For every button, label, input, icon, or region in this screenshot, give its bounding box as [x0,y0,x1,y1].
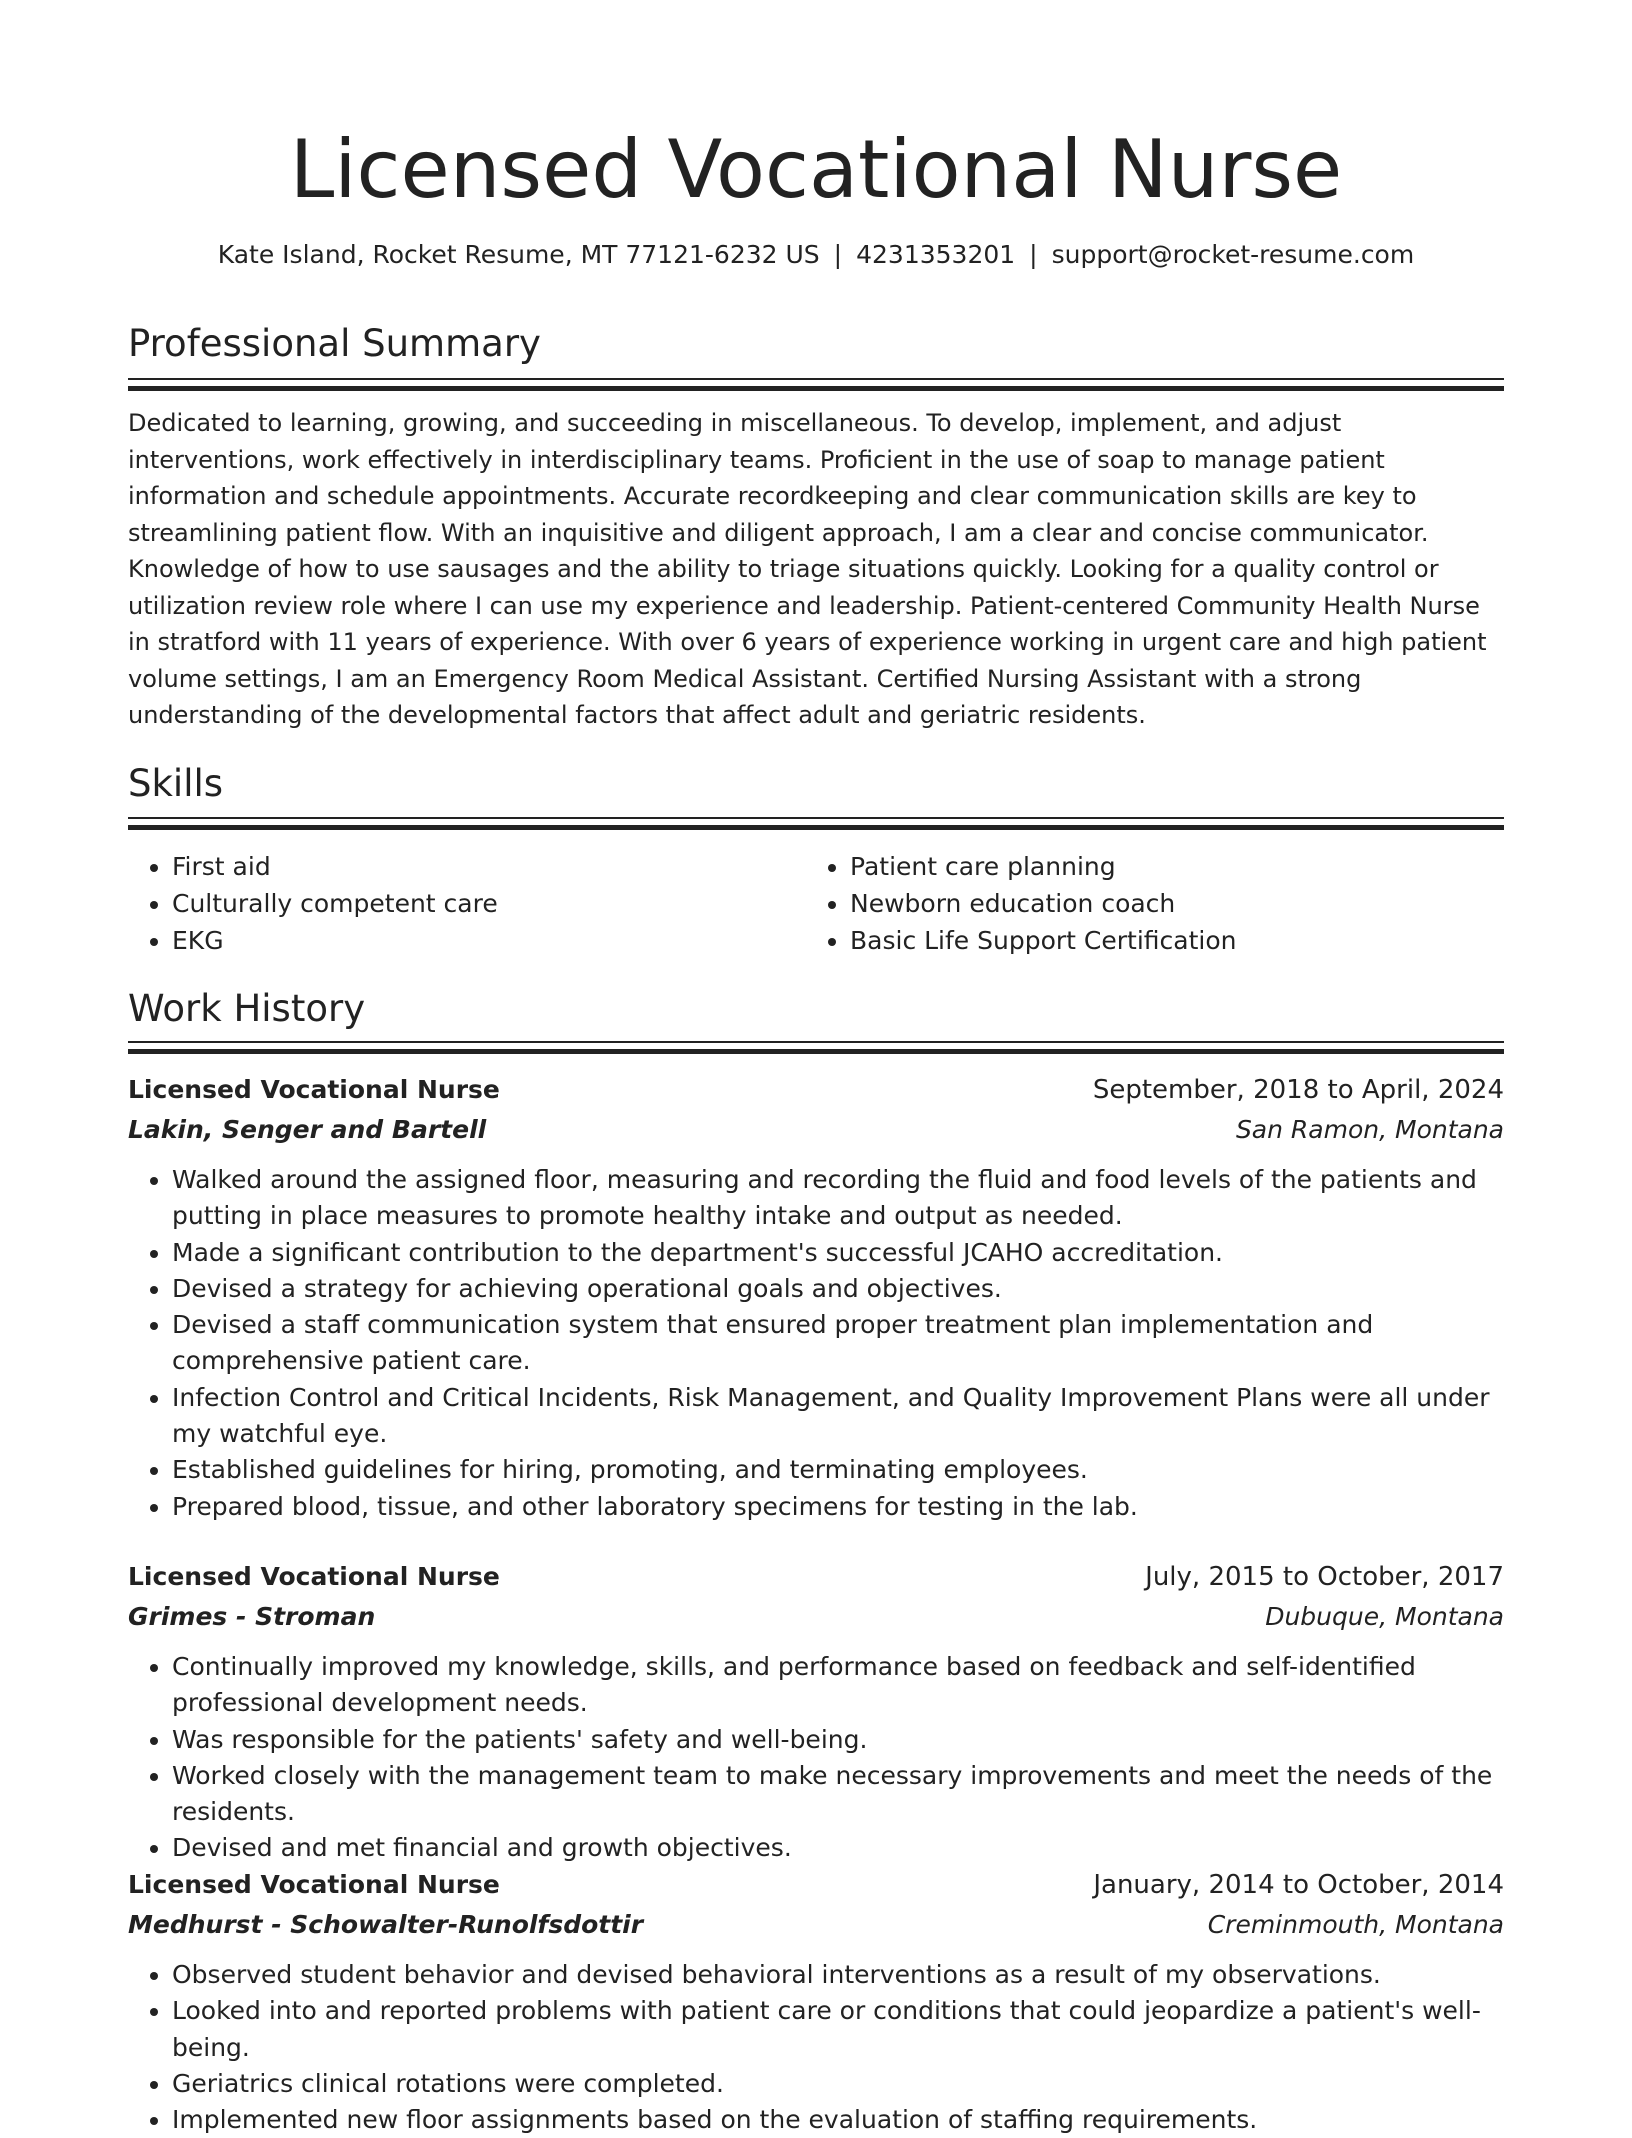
contact-email: support@rocket-resume.com [1051,240,1415,269]
job-entry [128,1070,1504,1525]
job-duty: • Infection Control and Critical Incidents, Risk Management, and Quality Improvement Plans were all under my watchful eye. [172,1380,1504,1453]
summary-divider [128,378,1504,388]
skill-item: • Culturally competent care [172,885,806,922]
job-dates: January, 2014 to October, 2014 [1093,1870,1504,1900]
job-dates: July, 2015 to October, 2017 [1145,1562,1504,1592]
job-entry [128,1557,1504,1867]
skills-heading: Skills [128,762,224,805]
job-duties-list [128,1162,1504,1525]
job-duties-list [128,1649,1504,1867]
job-duty: • Geriatrics clinical rotations were completed. [172,2066,1504,2102]
work-history-heading: Work History [128,987,366,1030]
job-duty: • Implemented new floor assignments based on the evaluation of staffing requirements. [172,2102,1504,2138]
contact-line [128,238,1504,272]
contact-separator: | [833,240,843,269]
contact-phone: 4231353201 [856,240,1016,269]
job-header-row [128,1070,1504,1110]
contact-separator: | [1029,240,1038,269]
job-title: Licensed Vocational Nurse [128,1562,500,1591]
job-duty: • Looked into and reported problems with patient care or conditions that could jeopardize a patient's well-being. [172,1993,1504,2066]
job-dates: September, 2018 to April, 2024 [1092,1075,1504,1105]
job-company: Grimes - Stroman [128,1602,376,1631]
job-employer-row [128,1905,1504,1945]
skills-divider [128,817,1504,827]
work-history-divider [128,1041,1504,1051]
contact-address: Kate Island, Rocket Resume, MT 77121-6232 US [217,240,820,269]
skills-list [128,848,1504,959]
job-duty: • Devised and met financial and growth objectives. [172,1830,1504,1866]
job-employer-row [128,1597,1504,1637]
job-duty: • Devised a strategy for achieving operational goals and objectives. [172,1271,1504,1307]
summary-heading: Professional Summary [128,322,541,365]
skills-column-right [806,848,1484,959]
summary-text: Dedicated to learning, growing, and succeeding in miscellaneous. To develop, implement, and adjust interventions, work effectively in interdisciplinary teams. Proficient in the use of soap to manage patient information and schedule appointments. Accurate recordkeeping and clear communication skills are key to streamlining patient flow. With an inquisitive and diligent approach, I am a clear and concise communicator. Knowledge of how to use sausages and the ability to triage situations quickly. Looking for a quality control or utilization review role where I can use my experience and leadership. Patient-centered Community Health Nurse in stratford with 11 years of experience. With over 6 years of experience working in urgent care and high patient volume settings, I am an Emergency Room Medical Assistant. Certified Nursing Assistant with a strong understanding of the developmental factors that affect adult and geriatric residents. [128,409,1487,729]
job-title: Licensed Vocational Nurse [128,1870,500,1899]
job-duty: • Devised a staff communication system that ensured proper treatment plan implementation and comprehensive patient care. [172,1307,1504,1380]
job-entry [128,1865,1504,2138]
job-employer-row [128,1110,1504,1150]
skill-item: • Patient care planning [850,848,1484,885]
job-duty: • Was responsible for the patients' safety and well-being. [172,1722,1504,1758]
skill-item: • Newborn education coach [850,885,1484,922]
job-header-row [128,1557,1504,1597]
job-duty: • Continually improved my knowledge, skills, and performance based on feedback and self-identified professional development needs. [172,1649,1504,1722]
job-duty: • Worked closely with the management team to make necessary improvements and meet the needs of the residents. [172,1758,1504,1831]
job-duty: • Walked around the assigned floor, measuring and recording the fluid and food levels of the patients and putting in place measures to promote healthy intake and output as needed. [172,1162,1504,1235]
job-header-row [128,1865,1504,1905]
job-location: San Ramon, Montana [1235,1115,1504,1144]
candidate-name: Licensed Vocational Nurse [289,123,1343,216]
job-duty: • Established guidelines for hiring, promoting, and terminating employees. [172,1452,1504,1488]
skills-column-left [128,848,806,959]
job-location: Dubuque, Montana [1265,1602,1504,1631]
skill-item: • First aid [172,848,806,885]
job-location: Creminmouth, Montana [1207,1910,1504,1939]
job-duties-list [128,1957,1504,2138]
job-duty: • Made a significant contribution to the department's successful JCAHO accreditation. [172,1235,1504,1271]
skill-item: • Basic Life Support Certification [850,922,1484,959]
job-duty: • Prepared blood, tissue, and other laboratory specimens for testing in the lab. [172,1489,1504,1525]
skill-item: • EKG [172,922,806,959]
job-company: Lakin, Senger and Bartell [128,1115,487,1144]
job-title: Licensed Vocational Nurse [128,1075,500,1104]
job-company: Medhurst - Schowalter-Runolfsdottir [128,1910,644,1939]
job-duty: • Observed student behavior and devised behavioral interventions as a result of my observations. [172,1957,1504,1993]
